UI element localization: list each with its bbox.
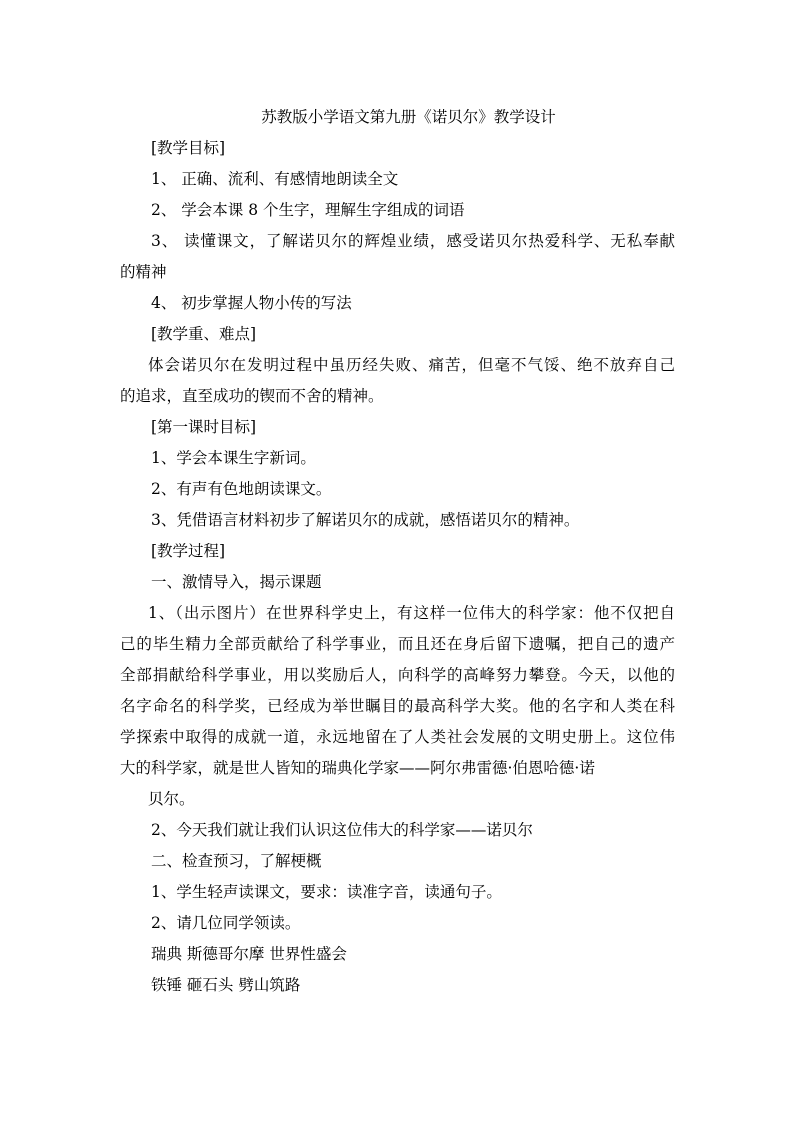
text-line: 学探索中取得的成就一道，永远地留在了人类社会发展的文明史册上。这位伟 xyxy=(120,728,675,746)
text-line: 二、检查预习，了解梗概 xyxy=(151,852,322,870)
text-line: 1、学会本课生字新词。 xyxy=(151,449,316,467)
text-line: 大的科学家，就是世人皆知的瑞典化学家——阿尔弗雷德·伯恩哈德·诺 xyxy=(120,759,595,777)
text-line: [教学重、难点] xyxy=(151,325,257,343)
text-line: 的精神 xyxy=(120,263,167,281)
document-page xyxy=(120,102,675,1001)
text-line: 3、凭借语言材料初步了解诺贝尔的成就，感悟诺贝尔的精神。 xyxy=(151,511,580,529)
text-line: [教学过程] xyxy=(151,542,226,560)
text-line: 体会诺贝尔在发明过程中虽历经失败、痛苦，但毫不气馁、绝不放弃自己 xyxy=(148,356,675,374)
text-line: 4、 初步掌握人物小传的写法 xyxy=(151,294,352,312)
document-title: 苏教版小学语文第九册《诺贝尔》教学设计 xyxy=(261,108,556,126)
text-line: 铁锤 砸石头 劈山筑路 xyxy=(151,976,301,994)
text-line: 一、激情导入，揭示课题 xyxy=(151,573,322,591)
text-line: 全部捐献给科学事业，用以奖励后人，向科学的高峰努力攀登。今天，以他的 xyxy=(120,666,675,684)
text-line: 的追求，直至成功的锲而不舍的精神。 xyxy=(120,387,384,405)
text-line: 1、学生轻声读课文，要求：读准字音，读通句子。 xyxy=(151,883,502,901)
text-line: 名字命名的科学奖，已经成为举世瞩目的最高科学大奖。他的名字和人类在科 xyxy=(120,697,675,715)
text-line: 2、请几位同学领读。 xyxy=(151,914,301,932)
text-line: [第一课时目标] xyxy=(151,418,257,436)
text-line: 1、（出示图片）在世界科学史上，有这样一位伟大的科学家：他不仅把自 xyxy=(148,604,675,622)
document-body xyxy=(120,133,675,1001)
text-line: 1、 正确、流利、有感情地朗读全文 xyxy=(151,170,399,188)
text-line: 贝尔。 xyxy=(148,790,195,808)
text-line: 瑞典 斯德哥尔摩 世界性盛会 xyxy=(151,945,347,963)
text-line: 2、有声有色地朗读课文。 xyxy=(151,480,332,498)
text-line: [教学目标] xyxy=(151,139,226,157)
text-line: 2、 学会本课 8 个生字，理解生字组成的词语 xyxy=(151,201,465,219)
text-line: 己的毕生精力全部贡献给了科学事业，而且还在身后留下遗嘱，把自己的遗产 xyxy=(120,635,675,653)
text-line: 3、 读懂课文，了解诺贝尔的辉煌业绩，感受诺贝尔热爱科学、无私奉献 xyxy=(151,232,675,250)
text-line: 2、今天我们就让我们认识这位伟大的科学家——诺贝尔 xyxy=(151,821,533,839)
